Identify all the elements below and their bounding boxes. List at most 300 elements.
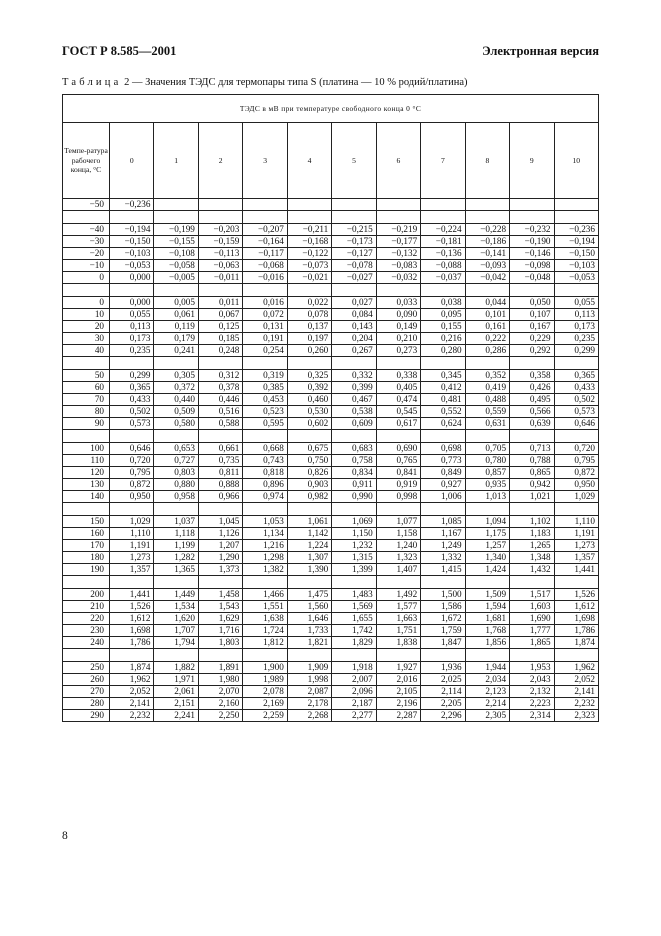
emf-value-cell: 0,090: [376, 309, 420, 321]
emf-value-cell: 2,132: [510, 686, 554, 698]
empty-cell: [332, 199, 376, 211]
emf-value-cell: 0,826: [287, 467, 331, 479]
emf-value-cell: 0,033: [376, 297, 420, 309]
empty-cell: [332, 576, 376, 589]
table-top-header-row: [63, 95, 599, 123]
empty-cell: [421, 284, 465, 297]
emf-value-cell: 0,481: [421, 394, 465, 406]
group-separator-row: [63, 430, 599, 443]
empty-cell: [110, 357, 154, 370]
emf-value-cell: 0,559: [465, 406, 509, 418]
emf-value-cell: 0,440: [154, 394, 198, 406]
emf-value-cell: −0,203: [198, 224, 242, 236]
emf-value-cell: 2,169: [243, 698, 287, 710]
emf-value-cell: 1,777: [510, 625, 554, 637]
temperature-cell: 60: [63, 382, 110, 394]
emf-value-cell: 1,126: [198, 528, 242, 540]
table-row: [63, 613, 599, 625]
emf-value-cell: −0,211: [287, 224, 331, 236]
emf-value-cell: 0,758: [332, 455, 376, 467]
emf-value-cell: −0,053: [554, 272, 598, 284]
emf-value-cell: 0,365: [110, 382, 154, 394]
emf-value-cell: 2,007: [332, 674, 376, 686]
emf-value-cell: −0,058: [154, 260, 198, 272]
empty-cell: [554, 211, 598, 224]
emf-value-cell: 0,000: [110, 272, 154, 284]
emf-value-cell: 0,345: [421, 370, 465, 382]
emf-value-cell: 1,415: [421, 564, 465, 576]
emf-value-cell: 0,588: [198, 418, 242, 430]
empty-cell: [510, 211, 554, 224]
empty-cell: [554, 430, 598, 443]
empty-cell: [243, 576, 287, 589]
emf-value-cell: −0,042: [465, 272, 509, 284]
empty-cell: [110, 211, 154, 224]
empty-cell: [287, 357, 331, 370]
emf-value-cell: 0,027: [332, 297, 376, 309]
empty-cell: [243, 503, 287, 516]
emf-value-cell: 0,325: [287, 370, 331, 382]
emf-value-cell: 0,998: [376, 491, 420, 503]
table-row: [63, 637, 599, 649]
emf-value-cell: −0,005: [154, 272, 198, 284]
emf-value-cell: 0,119: [154, 321, 198, 333]
emf-value-cell: 0,467: [332, 394, 376, 406]
emf-value-cell: −0,168: [287, 236, 331, 248]
emf-value-cell: 1,069: [332, 516, 376, 528]
emf-value-cell: −0,032: [376, 272, 420, 284]
emf-value-cell: 0,229: [510, 333, 554, 345]
emf-value-cell: 0,872: [110, 479, 154, 491]
emf-value-cell: 1,838: [376, 637, 420, 649]
emf-value-cell: 1,175: [465, 528, 509, 540]
emf-value-cell: −0,236: [554, 224, 598, 236]
emf-value-cell: 1,803: [198, 637, 242, 649]
group-separator-row: [63, 503, 599, 516]
emf-value-cell: 1,594: [465, 601, 509, 613]
emf-value-cell: 1,053: [243, 516, 287, 528]
empty-cell: [554, 576, 598, 589]
empty-cell: [421, 199, 465, 211]
emf-value-cell: 0,834: [332, 467, 376, 479]
empty-cell: [110, 430, 154, 443]
empty-cell: [243, 284, 287, 297]
emf-value-cell: 1,936: [421, 662, 465, 674]
empty-cell: [154, 284, 198, 297]
emf-value-cell: 0,857: [465, 467, 509, 479]
group-separator-row: [63, 284, 599, 297]
temperature-cell: 280: [63, 698, 110, 710]
table-row: [63, 491, 599, 503]
emf-value-cell: 0,399: [332, 382, 376, 394]
emf-value-cell: 1,449: [154, 589, 198, 601]
empty-cell: [376, 357, 420, 370]
empty-cell: [243, 199, 287, 211]
empty-cell: [198, 430, 242, 443]
emf-value-cell: 1,900: [243, 662, 287, 674]
emf-value-cell: −0,186: [465, 236, 509, 248]
emf-value-cell: 1,724: [243, 625, 287, 637]
temperature-cell: 240: [63, 637, 110, 649]
emf-value-cell: 1,492: [376, 589, 420, 601]
emf-value-cell: 0,516: [198, 406, 242, 418]
emf-value-cell: 2,259: [243, 710, 287, 722]
emf-value-cell: 0,545: [376, 406, 420, 418]
empty-cell: [421, 576, 465, 589]
emf-value-cell: 1,110: [554, 516, 598, 528]
temperature-cell: 170: [63, 540, 110, 552]
table-row: [63, 552, 599, 564]
emf-value-cell: −0,108: [154, 248, 198, 260]
emf-value-cell: 1,500: [421, 589, 465, 601]
emf-value-cell: 1,971: [154, 674, 198, 686]
emf-value-cell: 1,751: [376, 625, 420, 637]
empty-cell: [465, 284, 509, 297]
emf-value-cell: 1,458: [198, 589, 242, 601]
emf-value-cell: 0,055: [110, 309, 154, 321]
emf-value-cell: 0,433: [110, 394, 154, 406]
emf-value-cell: 1,690: [510, 613, 554, 625]
temperature-cell: 40: [63, 345, 110, 357]
empty-cell: [554, 199, 598, 211]
emf-value-cell: 1,560: [287, 601, 331, 613]
emf-value-cell: 0,460: [287, 394, 331, 406]
emf-value-cell: 1,077: [376, 516, 420, 528]
empty-cell: [510, 284, 554, 297]
emf-value-cell: 0,241: [154, 345, 198, 357]
emf-value-cell: 1,365: [154, 564, 198, 576]
emf-value-cell: 0,385: [243, 382, 287, 394]
column-header: 2: [198, 123, 242, 199]
emf-value-cell: 2,323: [554, 710, 598, 722]
table-row: [63, 528, 599, 540]
emf-value-cell: 1,944: [465, 662, 509, 674]
emf-value-cell: 1,134: [243, 528, 287, 540]
emf-value-cell: 0,849: [421, 467, 465, 479]
emf-value-cell: 1,989: [243, 674, 287, 686]
emf-value-cell: 0,631: [465, 418, 509, 430]
emf-value-cell: 2,096: [332, 686, 376, 698]
emf-value-cell: 0,958: [154, 491, 198, 503]
temperature-cell: −40: [63, 224, 110, 236]
emf-value-cell: 0,299: [554, 345, 598, 357]
emf-value-cell: 1,029: [554, 491, 598, 503]
emf-value-cell: 0,280: [421, 345, 465, 357]
emf-value-cell: 0,173: [110, 333, 154, 345]
emf-value-cell: 0,646: [110, 443, 154, 455]
table-row: [63, 260, 599, 272]
group-separator-row: [63, 649, 599, 662]
emf-value-cell: 0,580: [154, 418, 198, 430]
emf-value-cell: 2,141: [554, 686, 598, 698]
emf-value-cell: 1,707: [154, 625, 198, 637]
emf-value-cell: 0,299: [110, 370, 154, 382]
emf-value-cell: 0,530: [287, 406, 331, 418]
empty-cell: [243, 649, 287, 662]
emf-value-cell: −0,177: [376, 236, 420, 248]
emf-value-cell: 0,720: [110, 455, 154, 467]
emf-value-cell: 1,882: [154, 662, 198, 674]
emf-value-cell: 1,373: [198, 564, 242, 576]
emf-value-cell: 1,629: [198, 613, 242, 625]
emf-value-cell: 0,433: [554, 382, 598, 394]
emf-value-cell: 1,612: [110, 613, 154, 625]
column-header: 7: [421, 123, 465, 199]
emf-value-cell: 0,137: [287, 321, 331, 333]
empty-cell: [154, 211, 198, 224]
emf-value-cell: 0,453: [243, 394, 287, 406]
empty-cell: [287, 649, 331, 662]
table-row: [63, 674, 599, 686]
empty-cell: [287, 199, 331, 211]
emf-value-cell: 0,412: [421, 382, 465, 394]
emf-value-cell: 0,566: [510, 406, 554, 418]
emf-value-cell: −0,088: [421, 260, 465, 272]
emf-value-cell: 0,216: [421, 333, 465, 345]
column-header: 3: [243, 123, 287, 199]
empty-cell: [421, 503, 465, 516]
empty-cell: [510, 649, 554, 662]
emf-value-cell: 1,199: [154, 540, 198, 552]
empty-cell: [154, 503, 198, 516]
emf-value-cell: 0,617: [376, 418, 420, 430]
emf-value-cell: −0,103: [554, 260, 598, 272]
temperature-cell: 180: [63, 552, 110, 564]
emf-value-cell: 0,765: [376, 455, 420, 467]
emf-value-cell: 1,980: [198, 674, 242, 686]
empty-cell: [421, 649, 465, 662]
emf-value-cell: 0,896: [243, 479, 287, 491]
emf-value-cell: 0,773: [421, 455, 465, 467]
emf-value-cell: 1,232: [332, 540, 376, 552]
empty-cell: [554, 357, 598, 370]
emf-value-cell: 0,095: [421, 309, 465, 321]
emf-value-cell: 1,282: [154, 552, 198, 564]
table-row: [63, 333, 599, 345]
table-row: [63, 564, 599, 576]
emf-value-cell: 1,768: [465, 625, 509, 637]
emf-value-cell: 0,419: [465, 382, 509, 394]
empty-cell: [63, 576, 110, 589]
emf-value-cell: 0,392: [287, 382, 331, 394]
empty-cell: [243, 430, 287, 443]
emf-value-cell: 0,352: [465, 370, 509, 382]
emf-value-cell: 1,142: [287, 528, 331, 540]
empty-cell: [554, 649, 598, 662]
emf-value-cell: −0,103: [110, 248, 154, 260]
empty-cell: [198, 649, 242, 662]
temperature-cell: 160: [63, 528, 110, 540]
emf-value-cell: 1,118: [154, 528, 198, 540]
emf-value-cell: 2,078: [243, 686, 287, 698]
emf-value-cell: 1,399: [332, 564, 376, 576]
emf-value-cell: −0,215: [332, 224, 376, 236]
emf-value-cell: 0,653: [154, 443, 198, 455]
empty-cell: [63, 211, 110, 224]
emf-value-cell: 1,183: [510, 528, 554, 540]
empty-cell: [154, 357, 198, 370]
emf-value-cell: 2,296: [421, 710, 465, 722]
emf-value-cell: 0,312: [198, 370, 242, 382]
emf-value-cell: 1,526: [554, 589, 598, 601]
temperature-cell: 150: [63, 516, 110, 528]
emf-value-cell: 1,013: [465, 491, 509, 503]
temperature-cell: 100: [63, 443, 110, 455]
emf-value-cell: 1,998: [287, 674, 331, 686]
emf-value-cell: 1,759: [421, 625, 465, 637]
emf-value-cell: −0,141: [465, 248, 509, 260]
document-code: ГОСТ Р 8.585—2001: [62, 44, 177, 58]
emf-value-cell: 0,167: [510, 321, 554, 333]
empty-cell: [287, 503, 331, 516]
emf-value-cell: 0,624: [421, 418, 465, 430]
emf-value-cell: 1,307: [287, 552, 331, 564]
temperature-cell: 110: [63, 455, 110, 467]
emf-value-cell: 0,173: [554, 321, 598, 333]
emf-value-cell: 1,821: [287, 637, 331, 649]
emf-value-cell: 1,483: [332, 589, 376, 601]
emf-value-cell: 0,378: [198, 382, 242, 394]
table-row: [63, 370, 599, 382]
temperature-cell: 250: [63, 662, 110, 674]
emf-value-cell: 1,847: [421, 637, 465, 649]
empty-cell: [198, 503, 242, 516]
table-row: [63, 589, 599, 601]
emf-value-cell: 1,407: [376, 564, 420, 576]
temperature-cell: 80: [63, 406, 110, 418]
emf-value-cell: 0,668: [243, 443, 287, 455]
emf-value-cell: 1,794: [154, 637, 198, 649]
emf-value-cell: 1,526: [110, 601, 154, 613]
emf-value-cell: 1,432: [510, 564, 554, 576]
emf-value-cell: 0,179: [154, 333, 198, 345]
table-body: [63, 95, 599, 722]
empty-cell: [63, 430, 110, 443]
emf-value-cell: −0,053: [110, 260, 154, 272]
table-caption: [62, 77, 468, 88]
emf-value-cell: 1,357: [110, 564, 154, 576]
emf-value-cell: 0,780: [465, 455, 509, 467]
empty-cell: [110, 284, 154, 297]
emf-value-cell: 1,315: [332, 552, 376, 564]
empty-cell: [465, 649, 509, 662]
empty-cell: [332, 430, 376, 443]
emf-value-cell: −0,122: [287, 248, 331, 260]
emf-value-cell: 0,888: [198, 479, 242, 491]
emf-value-cell: 1,865: [510, 637, 554, 649]
emf-value-cell: 2,314: [510, 710, 554, 722]
emf-value-cell: 0,523: [243, 406, 287, 418]
emf-value-cell: 1,586: [421, 601, 465, 613]
emf-value-cell: 0,735: [198, 455, 242, 467]
emf-value-cell: 1,332: [421, 552, 465, 564]
empty-cell: [421, 357, 465, 370]
emf-value-cell: 0,273: [376, 345, 420, 357]
emf-value-cell: 0,502: [554, 394, 598, 406]
emf-value-cell: 1,742: [332, 625, 376, 637]
emf-value-cell: 0,426: [510, 382, 554, 394]
emf-value-cell: 2,070: [198, 686, 242, 698]
emf-value-cell: 1,348: [510, 552, 554, 564]
empty-cell: [376, 649, 420, 662]
empty-cell: [465, 430, 509, 443]
empty-cell: [198, 576, 242, 589]
emf-value-cell: 1,509: [465, 589, 509, 601]
emf-value-cell: 0,067: [198, 309, 242, 321]
emf-value-cell: 0,990: [332, 491, 376, 503]
emf-value-cell: −0,027: [332, 272, 376, 284]
emf-value-cell: 2,123: [465, 686, 509, 698]
empty-cell: [110, 503, 154, 516]
temperature-cell: −50: [63, 199, 110, 211]
emf-value-cell: 2,223: [510, 698, 554, 710]
emf-value-cell: 0,675: [287, 443, 331, 455]
temperature-cell: 0: [63, 272, 110, 284]
emf-value-cell: 0,841: [376, 467, 420, 479]
emf-value-cell: 0,372: [154, 382, 198, 394]
emf-value-cell: 0,698: [421, 443, 465, 455]
page-number: 8: [62, 830, 68, 842]
emf-value-cell: 0,474: [376, 394, 420, 406]
emf-value-cell: −0,164: [243, 236, 287, 248]
empty-cell: [287, 430, 331, 443]
emf-value-cell: 0,113: [110, 321, 154, 333]
emf-value-cell: 0,950: [554, 479, 598, 491]
emf-value-cell: 1,150: [332, 528, 376, 540]
emf-value-cell: −0,048: [510, 272, 554, 284]
emf-value-cell: 0,935: [465, 479, 509, 491]
emf-value-cell: 2,151: [154, 698, 198, 710]
empty-cell: [510, 503, 554, 516]
emf-value-cell: 1,786: [110, 637, 154, 649]
empty-cell: [465, 211, 509, 224]
emf-value-cell: 0,061: [154, 309, 198, 321]
temperature-cell: 30: [63, 333, 110, 345]
emf-value-cell: 0,155: [421, 321, 465, 333]
column-header: 0: [110, 123, 154, 199]
emf-value-cell: 2,052: [110, 686, 154, 698]
emf-value-cell: 0,222: [465, 333, 509, 345]
temperature-cell: 200: [63, 589, 110, 601]
emf-value-cell: 0,552: [421, 406, 465, 418]
emf-value-cell: 1,909: [287, 662, 331, 674]
temperature-cell: 90: [63, 418, 110, 430]
table-row: [63, 686, 599, 698]
emf-value-cell: 1,240: [376, 540, 420, 552]
emf-value-cell: 0,084: [332, 309, 376, 321]
table-row: [63, 479, 599, 491]
table-row: [63, 540, 599, 552]
temperature-cell: −20: [63, 248, 110, 260]
emf-value-cell: 2,232: [110, 710, 154, 722]
empty-cell: [376, 284, 420, 297]
emf-value-cell: 0,705: [465, 443, 509, 455]
emf-value-cell: 0,639: [510, 418, 554, 430]
emf-value-cell: 0,005: [154, 297, 198, 309]
table-row: [63, 625, 599, 637]
emf-value-cell: 1,962: [554, 662, 598, 674]
emf-value-cell: 1,856: [465, 637, 509, 649]
emf-header: ТЭДС в мВ при температуре свободного конца 0 °С: [63, 95, 599, 123]
emf-value-cell: 0,161: [465, 321, 509, 333]
temperature-cell: −30: [63, 236, 110, 248]
edition-label: Электронная версия: [482, 44, 599, 58]
emf-value-cell: 0,743: [243, 455, 287, 467]
emf-value-cell: 0,185: [198, 333, 242, 345]
emf-value-cell: 0,880: [154, 479, 198, 491]
emf-value-cell: 0,683: [332, 443, 376, 455]
emf-value-cell: 1,323: [376, 552, 420, 564]
